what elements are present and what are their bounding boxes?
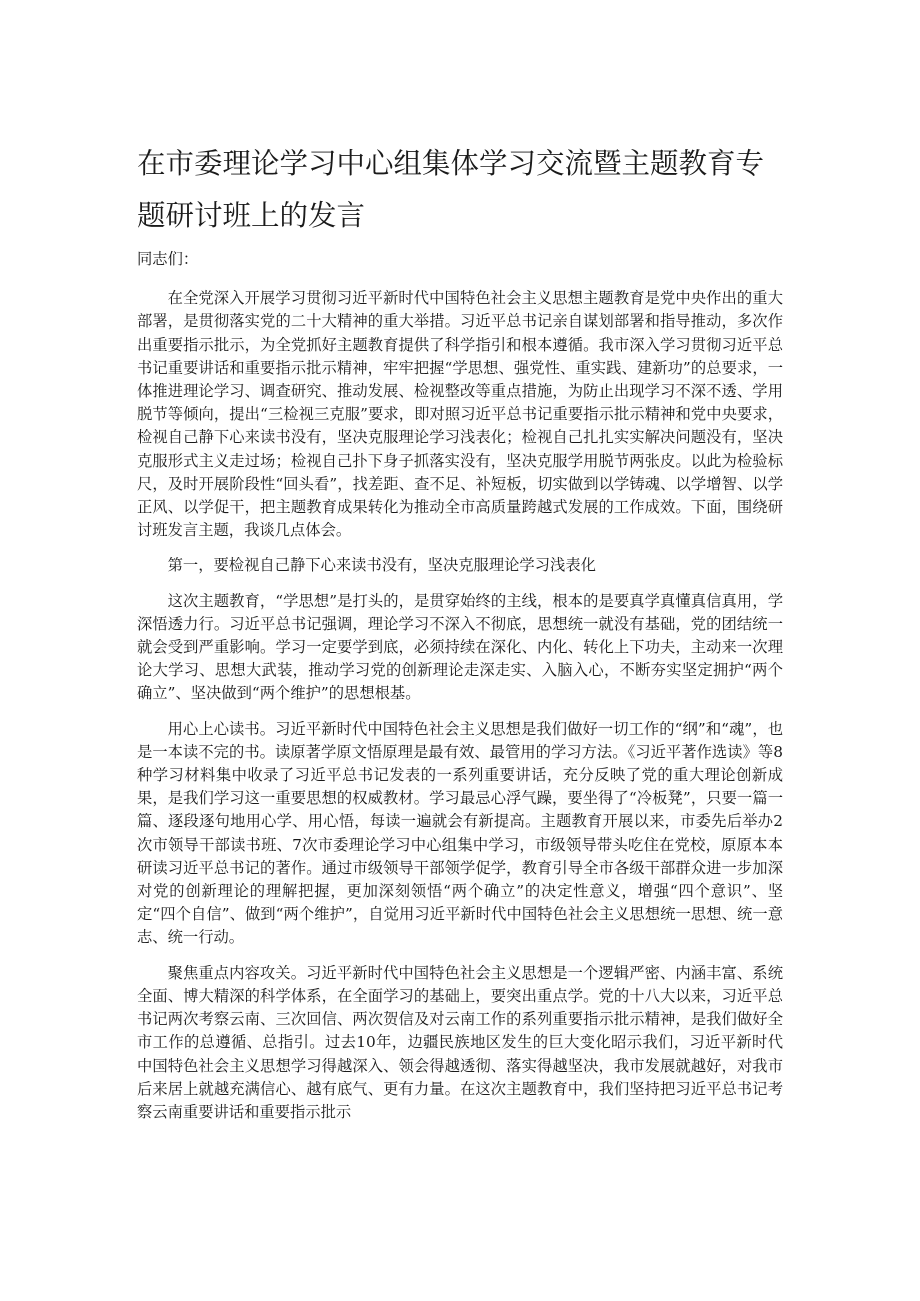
paragraph-focus-key-content: 聚焦重点内容攻关。习近平新时代中国特色社会主义思想是一个逻辑严密、内涵丰富、系统全面、博大精深的科学体系，在全面学习的基础上，要突出重点学。党的十八大以来，习近平总书记两次考察云南、三次回信、两次贺信及对云南工作的系列重要指示批示精神，是我们做好全市工作的总遵循、总指引。过去10年，边疆民族地区发生的巨大变化昭示我们，习近平新时代中国特色社会主义思想学习得越深入、领会得越透彻、落实得越坚决，我市发展就越好，对我市后来居上就越充满信心、越有底气、更有力量。在这次主题教育中，我们坚持把习近平总书记考察云南重要讲话和重要指示批示 bbox=[137, 963, 783, 1121]
paragraph-study-thought: 这次主题教育，“学思想”是打头的，是贯穿始终的主线，根本的是要真学真懂真信真用，学深悟透力行。习近平总书记强调，理论学习不深入不彻底，思想统一就没有基础，党的团结统一就会受到严重影响。学习一定要学到底，必须持续在深化、内化、转化上下功夫，主动来一次理论大学习、思想大武装，推动学习党的创新理论走深走实、入脑入心，不断夯实坚定拥护“两个确立”、坚决做到“两个维护”的思想根基。 bbox=[137, 591, 783, 703]
document-title: 在市委理论学习中心组集体学习交流暨主题教育专题研讨班上的发言 bbox=[137, 147, 765, 232]
salutation: 同志们： bbox=[137, 250, 199, 268]
section-heading-first: 第一，要检视自己静下心来读书没有，坚决克服理论学习浅表化 bbox=[167, 556, 596, 575]
document-body bbox=[137, 248, 783, 1136]
paragraph-intro: 在全党深入开展学习贯彻习近平新时代中国特色社会主义思想主题教育是党中央作出的重大部署，是贯彻落实党的二十大精神的重大举措。习近平总书记亲自谋划部署和指导推动，多次作出重要指示批示，为全党抓好主题教育提供了科学指引和根本遵循。我市深入学习贯彻习近平总书记重要讲话和重要指示批示精神，牢牢把握“学思想、强党性、重实践、建新功”的总要求，一体推进理论学习、调查研究、推动发展、检视整改等重点措施，为防止出现学习不深不透、学用脱节等倾向，提出“三检视三克服”要求，即对照习近平总书记重要指示批示精神和党中央要求，检视自己静下心来读书没有，坚决克服理论学习浅表化；检视自己扎扎实实解决问题没有，坚决克服形式主义走过场；检视自己扑下身子抓落实没有，坚决克服学用脱节两张皮。以此为检验标尺，及时开展阶段性“回头看”，找差距、查不足、补短板，切实做到以学铸魂、以学增智、以学正风、以学促干，把主题教育成果转化为推动全市高质量跨越式发展的工作成效。下面，围绕研讨班发言主题，我谈几点体会。 bbox=[137, 289, 783, 540]
paragraph-read-carefully: 用心上心读书。习近平新时代中国特色社会主义思想是我们做好一切工作的“纲”和“魂”，也是一本读不完的书。读原著学原文悟原理是最有效、最管用的学习方法。《习近平著作选读》等8种学习材料集中收录了习近平总书记发表的一系列重要讲话，充分反映了党的重大理论创新成果，是我们学习这一重要思想的权威教材。学习最忌心浮气躁，要坐得了“冷板凳”，只要一篇一篇、逐段逐句地用心学、用心悟，每读一遍就会有新提高。主题教育开展以来，市委先后举办2次市领导干部读书班、7次市委理论学习中心组集中学习，市级领导带头吃住在党校，原原本本研读习近平总书记的著作。通过市级领导干部领学促学，教育引导全市各级干部群众进一步加深对党的创新理论的理解把握，更加深刻领悟“两个确立”的决定性意义，增强“四个意识”、坚定“四个自信”、做到“两个维护”，自觉用习近平新时代中国特色社会主义思想统一思想、统一意志、统一行动。 bbox=[137, 719, 783, 947]
